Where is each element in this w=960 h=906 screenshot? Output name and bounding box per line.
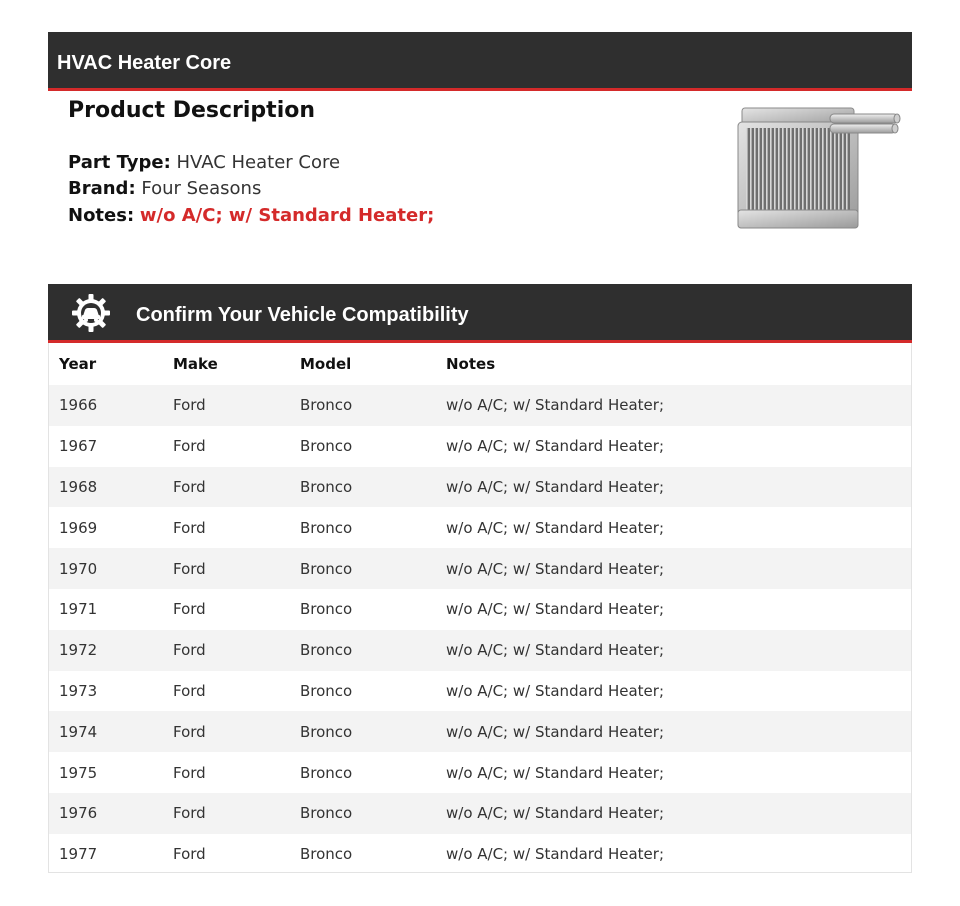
table-row <box>49 630 911 671</box>
product-header-bar <box>48 32 912 91</box>
brand-label: Brand: <box>68 178 136 199</box>
model-cell: Bronco <box>290 793 436 834</box>
notes-cell: w/o A/C; w/ Standard Heater; <box>436 711 911 752</box>
compatibility-table <box>49 343 911 875</box>
year-cell: 1976 <box>49 793 163 834</box>
compatibility-table-wrapper <box>48 343 912 873</box>
notes-cell: w/o A/C; w/ Standard Heater; <box>446 763 665 782</box>
year-cell: 1975 <box>59 763 98 782</box>
year-cell: 1977 <box>59 845 98 864</box>
make-cell: Ford <box>163 793 290 834</box>
part-type-label: Part Type: <box>68 152 171 173</box>
year-cell: 1967 <box>59 437 98 456</box>
part-type-line <box>68 150 340 176</box>
product-description-title: Product Description <box>68 98 316 123</box>
part-type-value: HVAC Heater Core <box>176 152 341 173</box>
model-cell: Bronco <box>300 437 353 456</box>
year-cell: 1969 <box>59 518 98 537</box>
year-cell: 1971 <box>59 600 98 619</box>
compatibility-title: Confirm Your Vehicle Compatibility <box>136 304 469 326</box>
gear-car-icon <box>70 292 112 334</box>
year-cell: 1973 <box>59 681 98 700</box>
notes-cell: w/o A/C; w/ Standard Heater; <box>436 467 911 508</box>
table-row <box>49 589 911 630</box>
notes-cell: w/o A/C; w/ Standard Heater; <box>446 845 665 864</box>
compatibility-header-bar <box>48 284 912 343</box>
column-header-year: Year <box>59 355 97 373</box>
table-row <box>49 793 911 834</box>
make-cell: Ford <box>173 600 206 619</box>
model-cell: Bronco <box>290 467 436 508</box>
make-cell: Ford <box>173 518 206 537</box>
make-cell: Ford <box>163 630 290 671</box>
year-cell: 1972 <box>49 630 163 671</box>
make-cell: Ford <box>173 437 206 456</box>
year-cell: 1966 <box>49 385 163 426</box>
model-cell: Bronco <box>300 845 353 864</box>
notes-cell: w/o A/C; w/ Standard Heater; <box>436 630 911 671</box>
make-cell: Ford <box>163 711 290 752</box>
make-cell: Ford <box>163 467 290 508</box>
table-row <box>49 548 911 589</box>
make-cell: Ford <box>173 763 206 782</box>
model-cell: Bronco <box>300 518 353 537</box>
table-row <box>49 467 911 508</box>
year-cell: 1968 <box>49 467 163 508</box>
column-header-make: Make <box>173 355 218 373</box>
table-row <box>49 671 911 712</box>
year-cell: 1974 <box>49 711 163 752</box>
table-row <box>49 385 911 426</box>
column-header-notes: Notes <box>446 355 496 373</box>
notes-cell: w/o A/C; w/ Standard Heater; <box>446 600 665 619</box>
notes-cell: w/o A/C; w/ Standard Heater; <box>446 518 665 537</box>
notes-label: Notes: <box>68 205 135 226</box>
table-header-row <box>49 343 911 385</box>
model-cell: Bronco <box>290 630 436 671</box>
model-cell: Bronco <box>300 763 353 782</box>
notes-cell: w/o A/C; w/ Standard Heater; <box>446 681 665 700</box>
make-cell: Ford <box>163 548 290 589</box>
table-row <box>49 752 911 793</box>
make-cell: Ford <box>173 681 206 700</box>
notes-cell: w/o A/C; w/ Standard Heater; <box>436 385 911 426</box>
notes-cell: w/o A/C; w/ Standard Heater; <box>436 548 911 589</box>
brand-value: Four Seasons <box>141 178 262 199</box>
brand-line <box>68 176 261 202</box>
model-cell: Bronco <box>300 600 353 619</box>
notes-line <box>68 203 434 229</box>
column-header-model: Model <box>300 355 352 373</box>
make-cell: Ford <box>163 385 290 426</box>
table-row <box>49 711 911 752</box>
table-row <box>49 834 911 875</box>
notes-cell: w/o A/C; w/ Standard Heater; <box>436 793 911 834</box>
model-cell: Bronco <box>290 711 436 752</box>
heater-core-image <box>734 102 902 238</box>
table-row <box>49 426 911 467</box>
model-cell: Bronco <box>290 548 436 589</box>
make-cell: Ford <box>173 845 206 864</box>
table-row <box>49 507 911 548</box>
product-header-title: HVAC Heater Core <box>57 52 232 74</box>
model-cell: Bronco <box>290 385 436 426</box>
notes-value: w/o A/C; w/ Standard Heater; <box>139 205 435 226</box>
year-cell: 1970 <box>49 548 163 589</box>
notes-cell: w/o A/C; w/ Standard Heater; <box>446 437 665 456</box>
model-cell: Bronco <box>300 681 353 700</box>
